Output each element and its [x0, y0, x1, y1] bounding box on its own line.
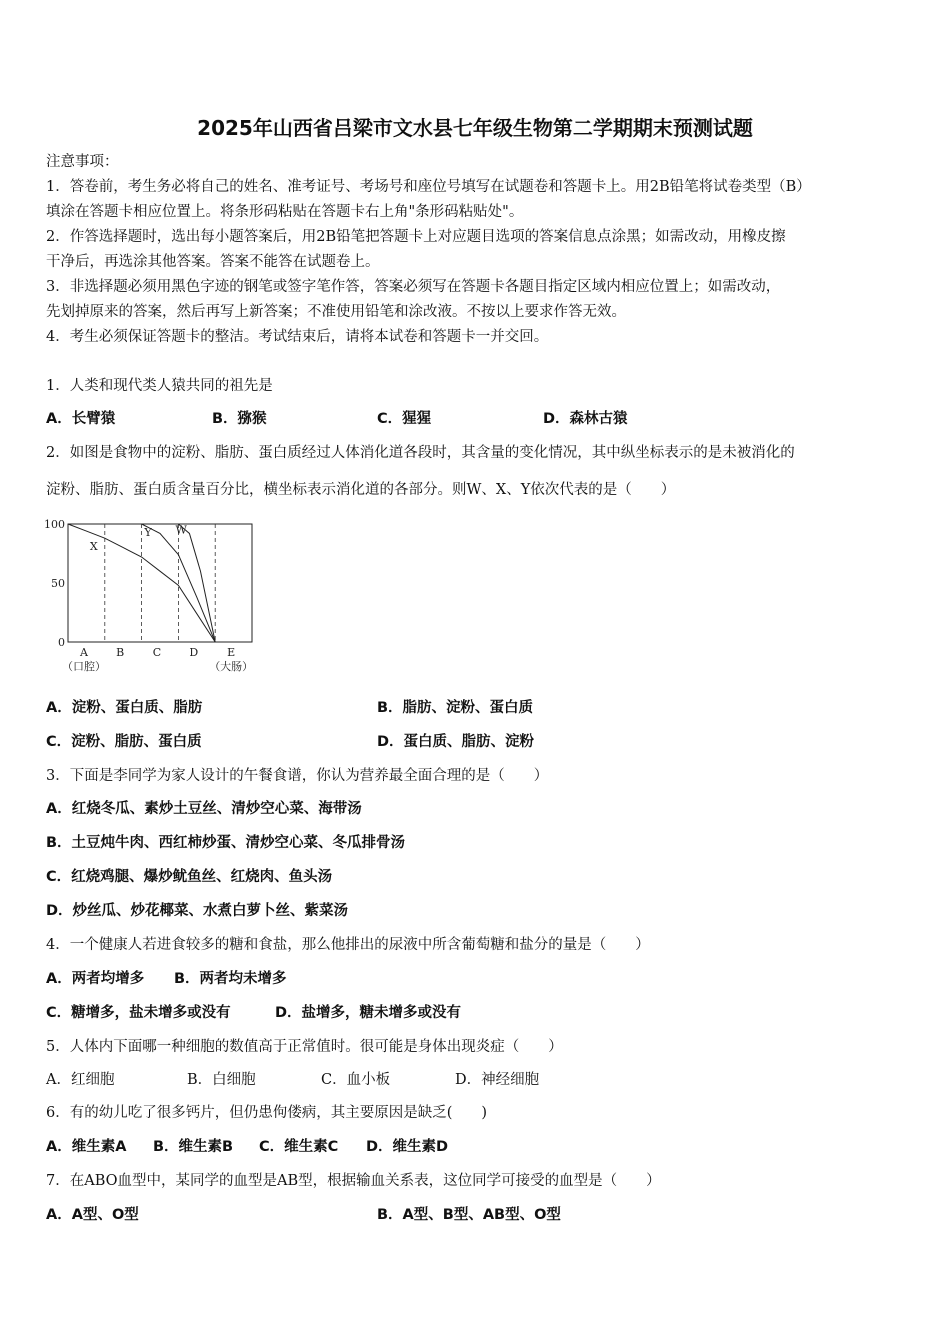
- chart-x-note-label: （大肠）: [209, 660, 254, 673]
- q2-option-c: C．淀粉、脂肪、蛋白质: [46, 734, 202, 750]
- q6-option-a: A．维生素A: [46, 1139, 127, 1155]
- question-3-stem: 3．下面是李同学为家人设计的午餐食谱，你认为营养最全面合理的是（ ）: [46, 768, 549, 784]
- question-6-stem: 6．有的幼儿吃了很多钙片，但仍患佝偻病，其主要原因是缺乏( ): [46, 1105, 488, 1121]
- chart-series-label: Y: [144, 525, 152, 539]
- digestion-chart: [38, 516, 278, 678]
- q2-option-d: D．蛋白质、脂肪、淀粉: [377, 734, 535, 750]
- chart-x-tick-label: B: [116, 646, 125, 659]
- q4-option-a: A．两者均增多: [46, 971, 145, 987]
- notice-line: 先划掉原来的答案，然后再写上新答案；不准使用铅笔和涂改液。不按以上要求作答无效。: [46, 304, 626, 320]
- q2-option-b: B．脂肪、淀粉、蛋白质: [377, 700, 534, 716]
- notice-line: 4．考生必须保证答题卡的整洁。考试结束后，请将本试卷和答题卡一并交回。: [46, 329, 549, 345]
- q3-option-c: C．红烧鸡腿、爆炒鱿鱼丝、红烧肉、鱼头汤: [46, 869, 333, 885]
- notice-line: 干净后，再选涂其他答案。答案不能答在试题卷上。: [46, 254, 380, 270]
- notice-line: 1．答卷前，考生务必将自己的姓名、准考证号、考场号和座位号填写在试题卷和答题卡上。用2B铅笔将试卷类型（B）: [46, 179, 811, 195]
- q2-option-a: A．淀粉、蛋白质、脂肪: [46, 700, 203, 716]
- question-4-stem: 4．一个健康人若进食较多的糖和食盐，那么他排出的尿液中所含葡萄糖和盐分的量是（ ）: [46, 937, 650, 953]
- q7-option-b: B．A型、B型、AB型、O型: [377, 1207, 561, 1223]
- chart-series-label: W: [175, 523, 187, 537]
- chart-series-line-w: [175, 523, 215, 642]
- question-2-stem: 2．如图是食物中的淀粉、脂肪、蛋白质经过人体消化道各段时，其含量的变化情况，其中纵坐标表示的是未被消化的: [46, 445, 795, 461]
- chart-y-tick-label: 50: [51, 577, 65, 590]
- q6-option-c: C．维生素C: [259, 1139, 339, 1155]
- q5-option-a: A．红细胞: [46, 1072, 115, 1088]
- q5-option-b: B．白细胞: [187, 1072, 256, 1088]
- q4-option-b: B．两者均未增多: [174, 971, 287, 987]
- chart-y-tick-label: 100: [44, 518, 65, 531]
- q3-option-b: B．土豆炖牛肉、西红柿炒蛋、清炒空心菜、冬瓜排骨汤: [46, 835, 406, 851]
- question-1-stem: 1．人类和现代类人猿共同的祖先是: [46, 378, 273, 394]
- chart-x-note-label: （口腔）: [62, 660, 106, 673]
- q5-option-c: C．血小板: [321, 1072, 391, 1088]
- q1-option-a: A．长臂猿: [46, 411, 116, 427]
- q3-option-a: A．红烧冬瓜、素炒土豆丝、清炒空心菜、海带汤: [46, 801, 362, 817]
- q7-option-a: A．A型、O型: [46, 1207, 139, 1223]
- q1-option-c: C．猩猩: [377, 411, 432, 427]
- q5-option-d: D．神经细胞: [455, 1072, 540, 1088]
- q1-option-b: B．猕猴: [212, 411, 267, 427]
- chart-x-tick-label: C: [152, 646, 162, 659]
- chart-series-label: X: [89, 539, 98, 553]
- chart-x-tick-label: D: [189, 646, 199, 659]
- notice-line: 填涂在答题卡相应位置上。将条形码粘贴在答题卡右上角"条形码粘贴处"。: [46, 204, 524, 220]
- question-7-stem: 7．在ABO血型中，某同学的血型是AB型，根据输血关系表，这位同学可接受的血型是（ ）: [46, 1173, 661, 1189]
- notice-heading: 注意事项：: [46, 154, 119, 170]
- page-title: 2025年山西省吕梁市文水县七年级生物第二学期期末预测试题: [197, 116, 753, 140]
- chart-labels: [44, 518, 253, 673]
- chart-x-tick-label: A: [80, 646, 88, 659]
- notice-line: 3．非选择题必须用黑色字迹的钢笔或签字笔作答，答案必须写在答题卡各题目指定区域内相应位置上；如需改动，: [46, 279, 781, 295]
- notice-line: 2．作答选择题时，选出每小题答案后，用2B铅笔把答题卡上对应题目选项的答案信息点涂黑；如需改动，用橡皮擦: [46, 229, 786, 245]
- q3-option-d: D．炒丝瓜、炒花椰菜、水煮白萝卜丝、紫菜汤: [46, 903, 349, 919]
- chart-y-tick-label: 0: [58, 636, 65, 649]
- q6-option-b: B．维生素B: [153, 1139, 234, 1155]
- chart-x-tick-label: E: [227, 646, 236, 659]
- q4-option-c: C．糖增多，盐未增多或没有: [46, 1005, 231, 1021]
- question-5-stem: 5．人体内下面哪一种细胞的数值高于正常值时。很可能是身体出现炎症（ ）: [46, 1039, 563, 1055]
- q1-option-d: D．森林古猿: [543, 411, 628, 427]
- q4-option-d: D．盐增多，糖未增多或没有: [275, 1005, 462, 1021]
- question-2-stem-cont: 淀粉、脂肪、蛋白质含量百分比，横坐标表示消化道的各部分。则W、X、Y依次代表的是（ ）: [46, 482, 676, 498]
- q6-option-d: D．维生素D: [366, 1139, 449, 1155]
